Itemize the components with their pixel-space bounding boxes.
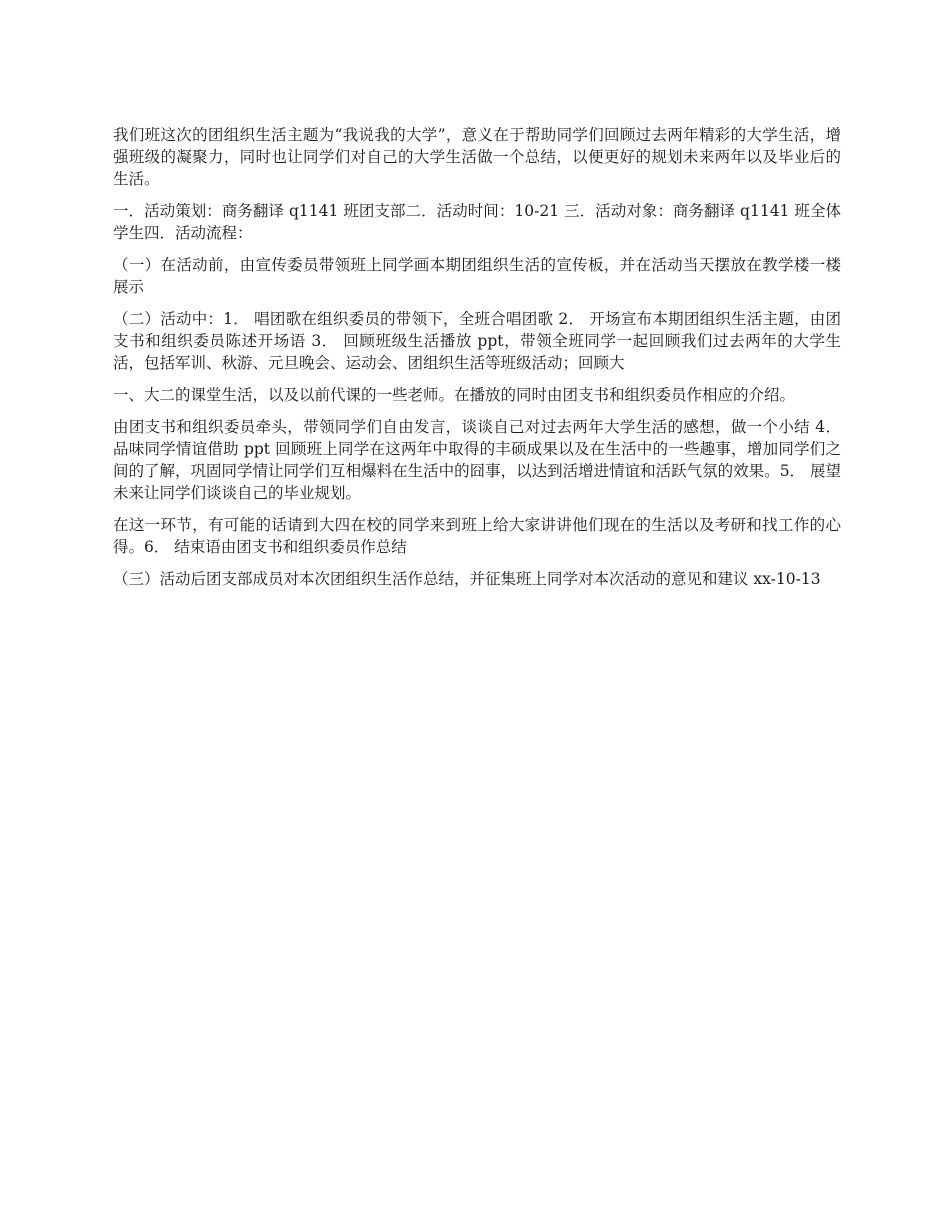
review-paragraph: 一、大二的课堂生活，以及以前代课的一些老师。在播放的同时由团支书和组织委员作相应的介绍。 — [113, 386, 796, 404]
intro-paragraph: 我们班这次的团组织生活主题为“我说我的大学”，意义在于帮助同学们回顾过去两年精彩的大学生活，增强班级的凝聚力，同时也让同学们对自己的大学生活做一个总结，以便更好的规划未来两年以及毕业后的生活。 — [113, 126, 841, 188]
after-activity-paragraph: （三）活动后团支部成员对本次团组织生活作总结，并征集班上同学对本次活动的意见和建议 xx-10-13 — [113, 570, 821, 588]
document-page — [113, 124, 841, 600]
before-activity-paragraph: （一）在活动前，由宣传委员带领班上同学画本期团组织生活的宣传板，并在活动当天摆放在教学楼一楼展示 — [113, 256, 841, 296]
senior-sharing-paragraph: 在这一环节，有可能的话请到大四在校的同学来到班上给大家讲讲他们现在的生活以及考研和找工作的心得。6． 结束语由团支书和组织委员作总结 — [113, 516, 841, 556]
activity-info-paragraph: 一．活动策划：商务翻译 q1141 班团支部二．活动时间：10-21 三．活动对象：商务翻译 q1141 班全体学生四．活动流程： — [113, 202, 841, 242]
discussion-paragraph: 由团支书和组织委员牵头，带领同学们自由发言，谈谈自己对过去两年大学生活的感想，做一个小结 4． 品味同学情谊借助 ppt 回顾班上同学在这两年中取得的丰硕成果以及在生活中的一些趣事，增加同学们之间的了解，巩固同学情让同学们互相爆料在生活中的囧事，以达到活增进情谊和活跃气氛的效果。5． 展望未来让同学们谈谈自己的毕业规划。 — [113, 418, 841, 502]
during-activity-paragraph: （二）活动中：1． 唱团歌在组织委员的带领下，全班合唱团歌 2． 开场宣布本期团组织生活主题，由团支书和组织委员陈述开场语 3． 回顾班级生活播放 ppt，带领全班同学一起回顾我们过去两年的大学生活，包括军训、秋游、元旦晚会、运动会、团组织生活等班级活动；回顾大 — [113, 310, 841, 372]
